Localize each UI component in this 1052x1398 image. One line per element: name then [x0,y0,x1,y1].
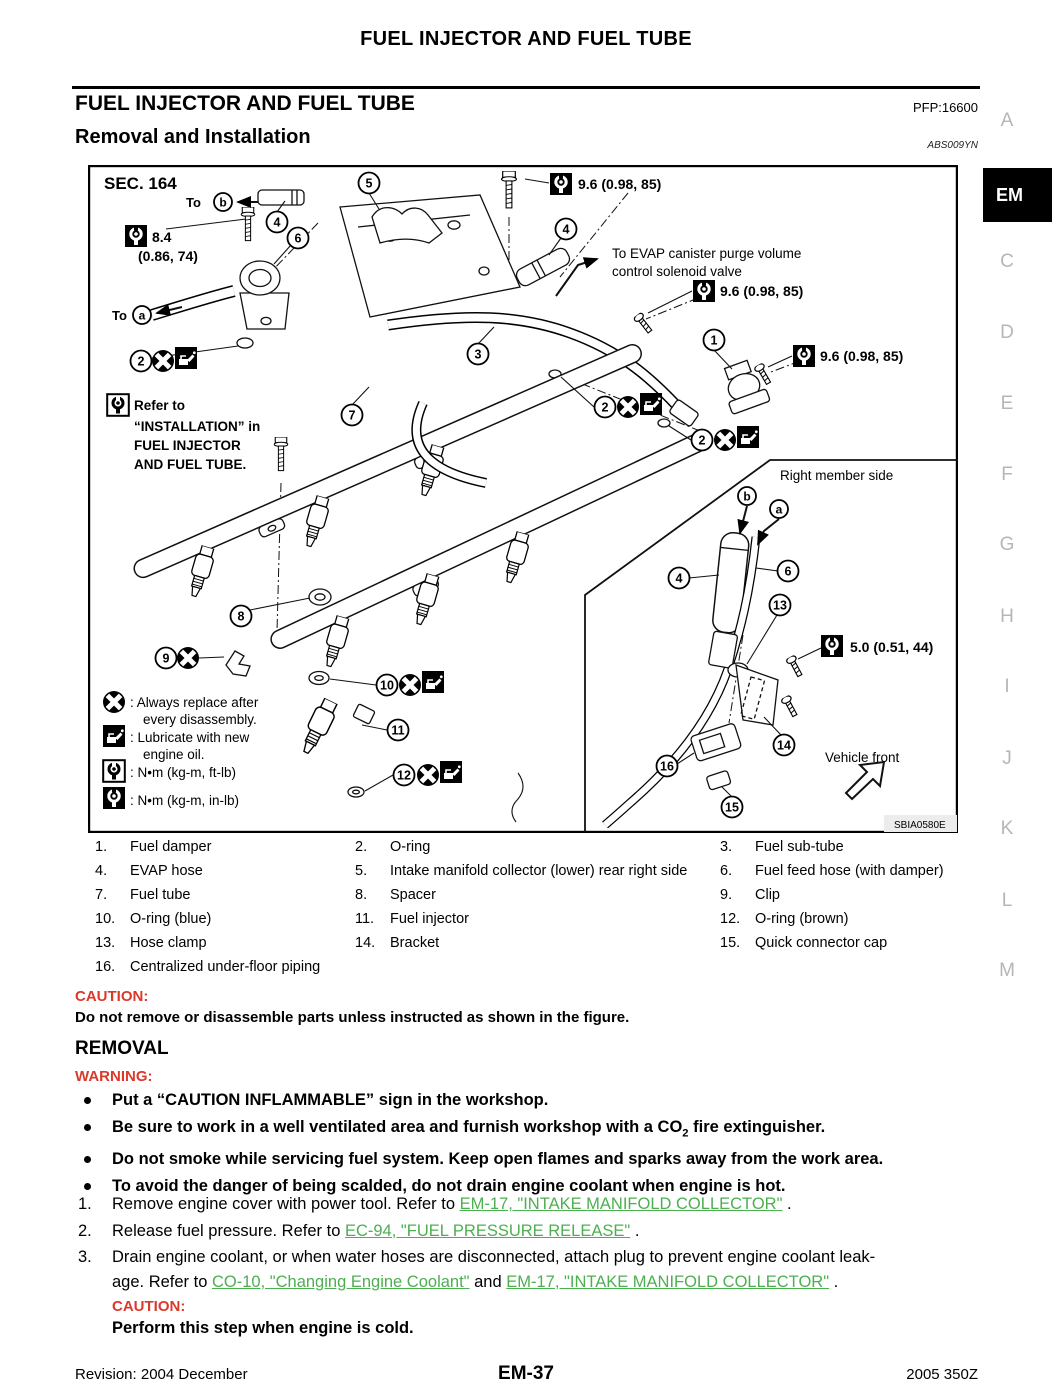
diagram-label: 8.4 [152,229,172,245]
callout-letter-b [738,487,756,505]
part-number: 1. [95,839,108,855]
callout-number-16 [657,756,678,777]
part-item [355,863,720,887]
warning-bullet-text: fire extinguisher. [688,1117,826,1136]
part-name: Bracket [390,935,440,951]
diagram-label: control solenoid valve [612,264,742,279]
callout-number-12 [394,765,415,786]
part-name: Fuel feed hose (with damper) [755,863,944,879]
doc-code: ABS009YN [927,140,978,151]
subsection-title: Removal and Installation [75,126,311,148]
callout-number-2 [692,430,713,451]
callout-number-15 [722,797,743,818]
callout-number-1 [704,330,725,351]
margin-letter-c: C [1000,251,1014,272]
step-number: 1. [78,1195,92,1213]
callout-number-3 [468,344,489,365]
step-item [75,1192,989,1217]
step-text: Release fuel pressure. Refer to [112,1221,345,1240]
part-item [355,935,720,959]
header-rule [72,86,980,89]
callout-number-11 [388,720,409,741]
part-item [720,887,980,911]
diagram-label: engine oil. [143,747,205,762]
section-title: FUEL INJECTOR AND FUEL TUBE [75,92,415,115]
part-name: O-ring (blue) [130,911,212,927]
ref-link-co10[interactable]: CO-10, "Changing Engine Coolant" [211,1272,470,1291]
step-text: . [829,1272,839,1291]
callout-number-6 [778,561,799,582]
torque-inlb-wrench-icon [793,345,815,367]
part-item [355,887,720,911]
part-number: 15. [720,935,741,951]
callout-number-4 [669,568,690,589]
part-number: 8. [355,887,368,903]
svg-text:4: 4 [562,222,570,237]
lubricate-oil-icon [640,393,662,415]
diagram-label: : N•m (kg-m, in-lb) [130,793,239,808]
warning-bullet [75,1114,987,1147]
svg-text:3: 3 [474,347,482,362]
part-name: Intake manifold collector (lower) rear right side [390,863,688,879]
svg-text:16: 16 [660,759,674,774]
lubricate-oil-icon [175,347,197,369]
diagram-label: To [112,308,127,323]
part-item [95,839,355,863]
running-title: FUEL INJECTOR AND FUEL TUBE [360,28,692,50]
warning-bullet-list [75,1087,987,1199]
lubricate-oil-icon [422,671,444,693]
callout-number-5 [359,173,380,194]
part-name: Spacer [390,887,436,903]
warning-bullet-text: Put a “CAUTION INFLAMMABLE” sign in the workshop. [112,1091,549,1109]
svg-text:9: 9 [162,651,170,666]
diagram-label: To [186,195,201,210]
svg-text:2: 2 [601,400,609,415]
diagram-label: : Lubricate with new [130,730,250,745]
part-item [720,911,980,935]
co2-subscript: 2 [682,1126,689,1139]
always-replace-icon [177,647,199,669]
svg-text:7: 7 [348,408,356,423]
part-item [95,911,355,935]
bullet-icon [84,1124,91,1131]
part-number: 14. [355,935,376,951]
ref-link-em17[interactable]: EM-17, "INTAKE MANIFOLD COLLECTOR" [459,1195,783,1213]
callout-number-10 [377,675,398,696]
part-item [720,935,980,959]
callout-letter-a [133,306,151,324]
always-replace-icon [617,396,639,418]
diagram-label: 9.6 (0.98, 85) [720,283,804,299]
part-name: Fuel sub-tube [755,839,844,855]
torque-inlb-wrench-icon [693,280,715,302]
svg-text:4: 4 [273,215,281,230]
diagram-label: 9.6 (0.98, 85) [820,348,904,364]
step-text: Remove engine cover with power tool. Refer to [112,1195,460,1213]
lubricate-oil-icon [737,426,759,448]
warning-bullet-text: Be sure to work in a well ventilated area and furnish workshop with a CO [112,1117,683,1136]
part-item [720,839,980,863]
torque-inlb-wrench-icon [103,787,125,809]
svg-text:11: 11 [391,723,405,738]
margin-letter-f: F [1001,464,1013,485]
torque-inlb-wrench-icon [125,225,147,247]
svg-text:6: 6 [784,564,792,579]
margin-letter-e: E [1000,393,1014,414]
margin-letter-d: D [1000,322,1014,343]
diagram-label: Right member side [780,468,894,483]
torque-ftlb-wrench-icon [103,760,125,782]
margin-letter-a: A [1000,110,1014,131]
svg-text:6: 6 [294,231,302,246]
step-text: age. Refer to [112,1272,212,1291]
always-replace-icon [714,429,736,451]
part-number: 11. [355,911,375,927]
part-name: Hose clamp [130,935,207,951]
svg-text:10: 10 [380,678,394,693]
torque-inlb-wrench-icon [821,635,843,657]
diagram-label: FUEL INJECTOR [134,438,241,453]
callout-letter-b [214,193,232,211]
svg-text:12: 12 [397,768,411,783]
part-name: EVAP hose [130,863,203,879]
callout-number-14 [774,735,795,756]
warning-bullet-text: To avoid the danger of being scalded, do not drain engine coolant when engine is hot. [112,1176,786,1195]
svg-text:1: 1 [710,333,718,348]
diagram-label: SEC. 164 [104,174,177,193]
caution-body: Perform this step when engine is cold. [112,1319,414,1337]
part-item [355,911,720,935]
callout-number-4 [556,219,577,240]
step-text: . [630,1221,640,1240]
removal-steps [75,1192,989,1338]
svg-text:13: 13 [773,598,787,613]
diagram-label: 5.0 (0.51, 44) [850,639,934,655]
part-name: Fuel injector [390,911,469,927]
part-number: 5. [355,863,368,879]
footer-revision: Revision: 2004 December [75,1366,248,1383]
step-text: Drain engine coolant, or when water hoses are disconnected, attach plug to prevent engine coolant leak- [112,1248,876,1266]
part-item [95,887,355,911]
margin-letter-k: K [1000,818,1014,839]
part-item [95,959,355,983]
diagram-label: 9.6 (0.98, 85) [578,176,662,192]
caution-heading: CAUTION: [112,1298,186,1315]
caution-block-2 [75,1298,989,1338]
diagram-label: SBIA0580E [894,820,946,831]
svg-text:4: 4 [675,571,683,586]
step-number: 2. [78,1221,92,1240]
svg-text:14: 14 [777,738,791,753]
margin-letter-m: M [999,960,1015,981]
step-text: and [469,1272,507,1291]
svg-text:8: 8 [237,609,245,624]
part-item [95,935,355,959]
diagram-label: (0.86, 74) [138,248,198,264]
part-name: Fuel damper [130,839,212,855]
svg-text:5: 5 [365,176,373,191]
part-name: O-ring (brown) [755,911,849,927]
always-replace-icon [399,674,421,696]
part-number: 9. [720,887,733,903]
section-tab-em: EM [983,168,1052,222]
callout-number-6 [288,228,309,249]
bullet-icon [84,1097,91,1104]
part-number: 2. [355,839,368,855]
step-item [75,1219,989,1244]
diagram-label: AND FUEL TUBE. [134,457,247,472]
pfp-code: PFP:16600 [912,100,978,115]
part-name: Quick connector cap [755,935,888,951]
caution-block [75,988,978,1026]
warning-bullet-text: Do not smoke while servicing fuel system. Keep open flames and sparks away from the work area. [112,1150,884,1169]
ref-link-ec94[interactable]: EC-94, "FUEL PRESSURE RELEASE" [344,1221,631,1240]
warning-bullet [75,1146,987,1173]
ref-link-em17-2[interactable]: EM-17, "INTAKE MANIFOLD COLLECTOR" [506,1272,830,1291]
part-number: 3. [720,839,733,855]
margin-letter-i: I [1004,676,1010,697]
part-number: 6. [720,863,733,879]
footer-page-number: EM-37 [498,1363,554,1384]
part-number: 10. [95,911,116,927]
margin-letter-j: J [1002,748,1012,769]
diagram-label: : N•m (kg-m, ft-lb) [130,765,236,780]
always-replace-icon [152,350,174,372]
part-number: 16. [95,959,116,975]
lubricate-oil-icon [440,761,462,783]
callout-number-13 [770,595,791,616]
bullet-icon [84,1183,91,1190]
svg-text:a: a [775,502,783,517]
step-item [75,1245,989,1294]
diagram-label: “INSTALLATION” in [134,419,261,434]
margin-letter-l: L [1001,890,1013,911]
callout-number-7 [342,405,363,426]
part-name: Clip [755,887,780,903]
diagram-label: : Always replace after [130,695,259,710]
part-number: 12. [720,911,741,927]
diagram-label: Vehicle front [825,750,900,765]
part-name: Centralized under-floor piping [130,959,321,975]
callout-number-9 [156,648,177,669]
exploded-view-figure [88,165,958,833]
warning-bullet [75,1087,987,1114]
margin-letter-g: G [999,534,1015,555]
diagram-label: every disassembly. [143,712,257,727]
svg-text:15: 15 [725,800,739,815]
always-replace-icon [417,764,439,786]
diagram-label: Refer to [134,398,186,413]
torque-ftlb-wrench-icon [107,394,129,416]
svg-text:2: 2 [698,433,706,448]
svg-text:b: b [743,489,751,504]
callout-number-4 [267,212,288,233]
part-number: 13. [95,935,116,951]
step-number: 3. [78,1248,92,1266]
part-item [720,863,980,887]
part-name: Fuel tube [130,887,191,903]
part-item [355,839,720,863]
svg-text:b: b [219,195,227,210]
parts-list [95,839,980,983]
part-name: O-ring [390,839,431,855]
caution-body: Do not remove or disassemble parts unless instructed as shown in the figure. [75,1009,630,1026]
lubricate-oil-icon [103,725,125,747]
part-item [95,863,355,887]
svg-text:a: a [138,308,146,323]
callout-number-2 [595,397,616,418]
warning-heading: WARNING: [75,1068,153,1085]
svg-text:2: 2 [137,354,145,369]
step-text: . [782,1195,792,1213]
bullet-icon [84,1156,91,1163]
torque-inlb-wrench-icon [550,173,572,195]
part-number: 4. [95,863,108,879]
caution-heading: CAUTION: [75,988,149,1005]
always-replace-icon [103,691,125,713]
part-number: 7. [95,887,108,903]
callout-number-2 [131,351,152,372]
diagram-label: To EVAP canister purge volume [612,246,802,261]
removal-heading: REMOVAL [75,1038,169,1059]
footer-model: 2005 350Z [906,1366,978,1383]
callout-letter-a [770,500,788,518]
margin-letter-h: H [1000,606,1014,627]
callout-number-8 [231,606,252,627]
